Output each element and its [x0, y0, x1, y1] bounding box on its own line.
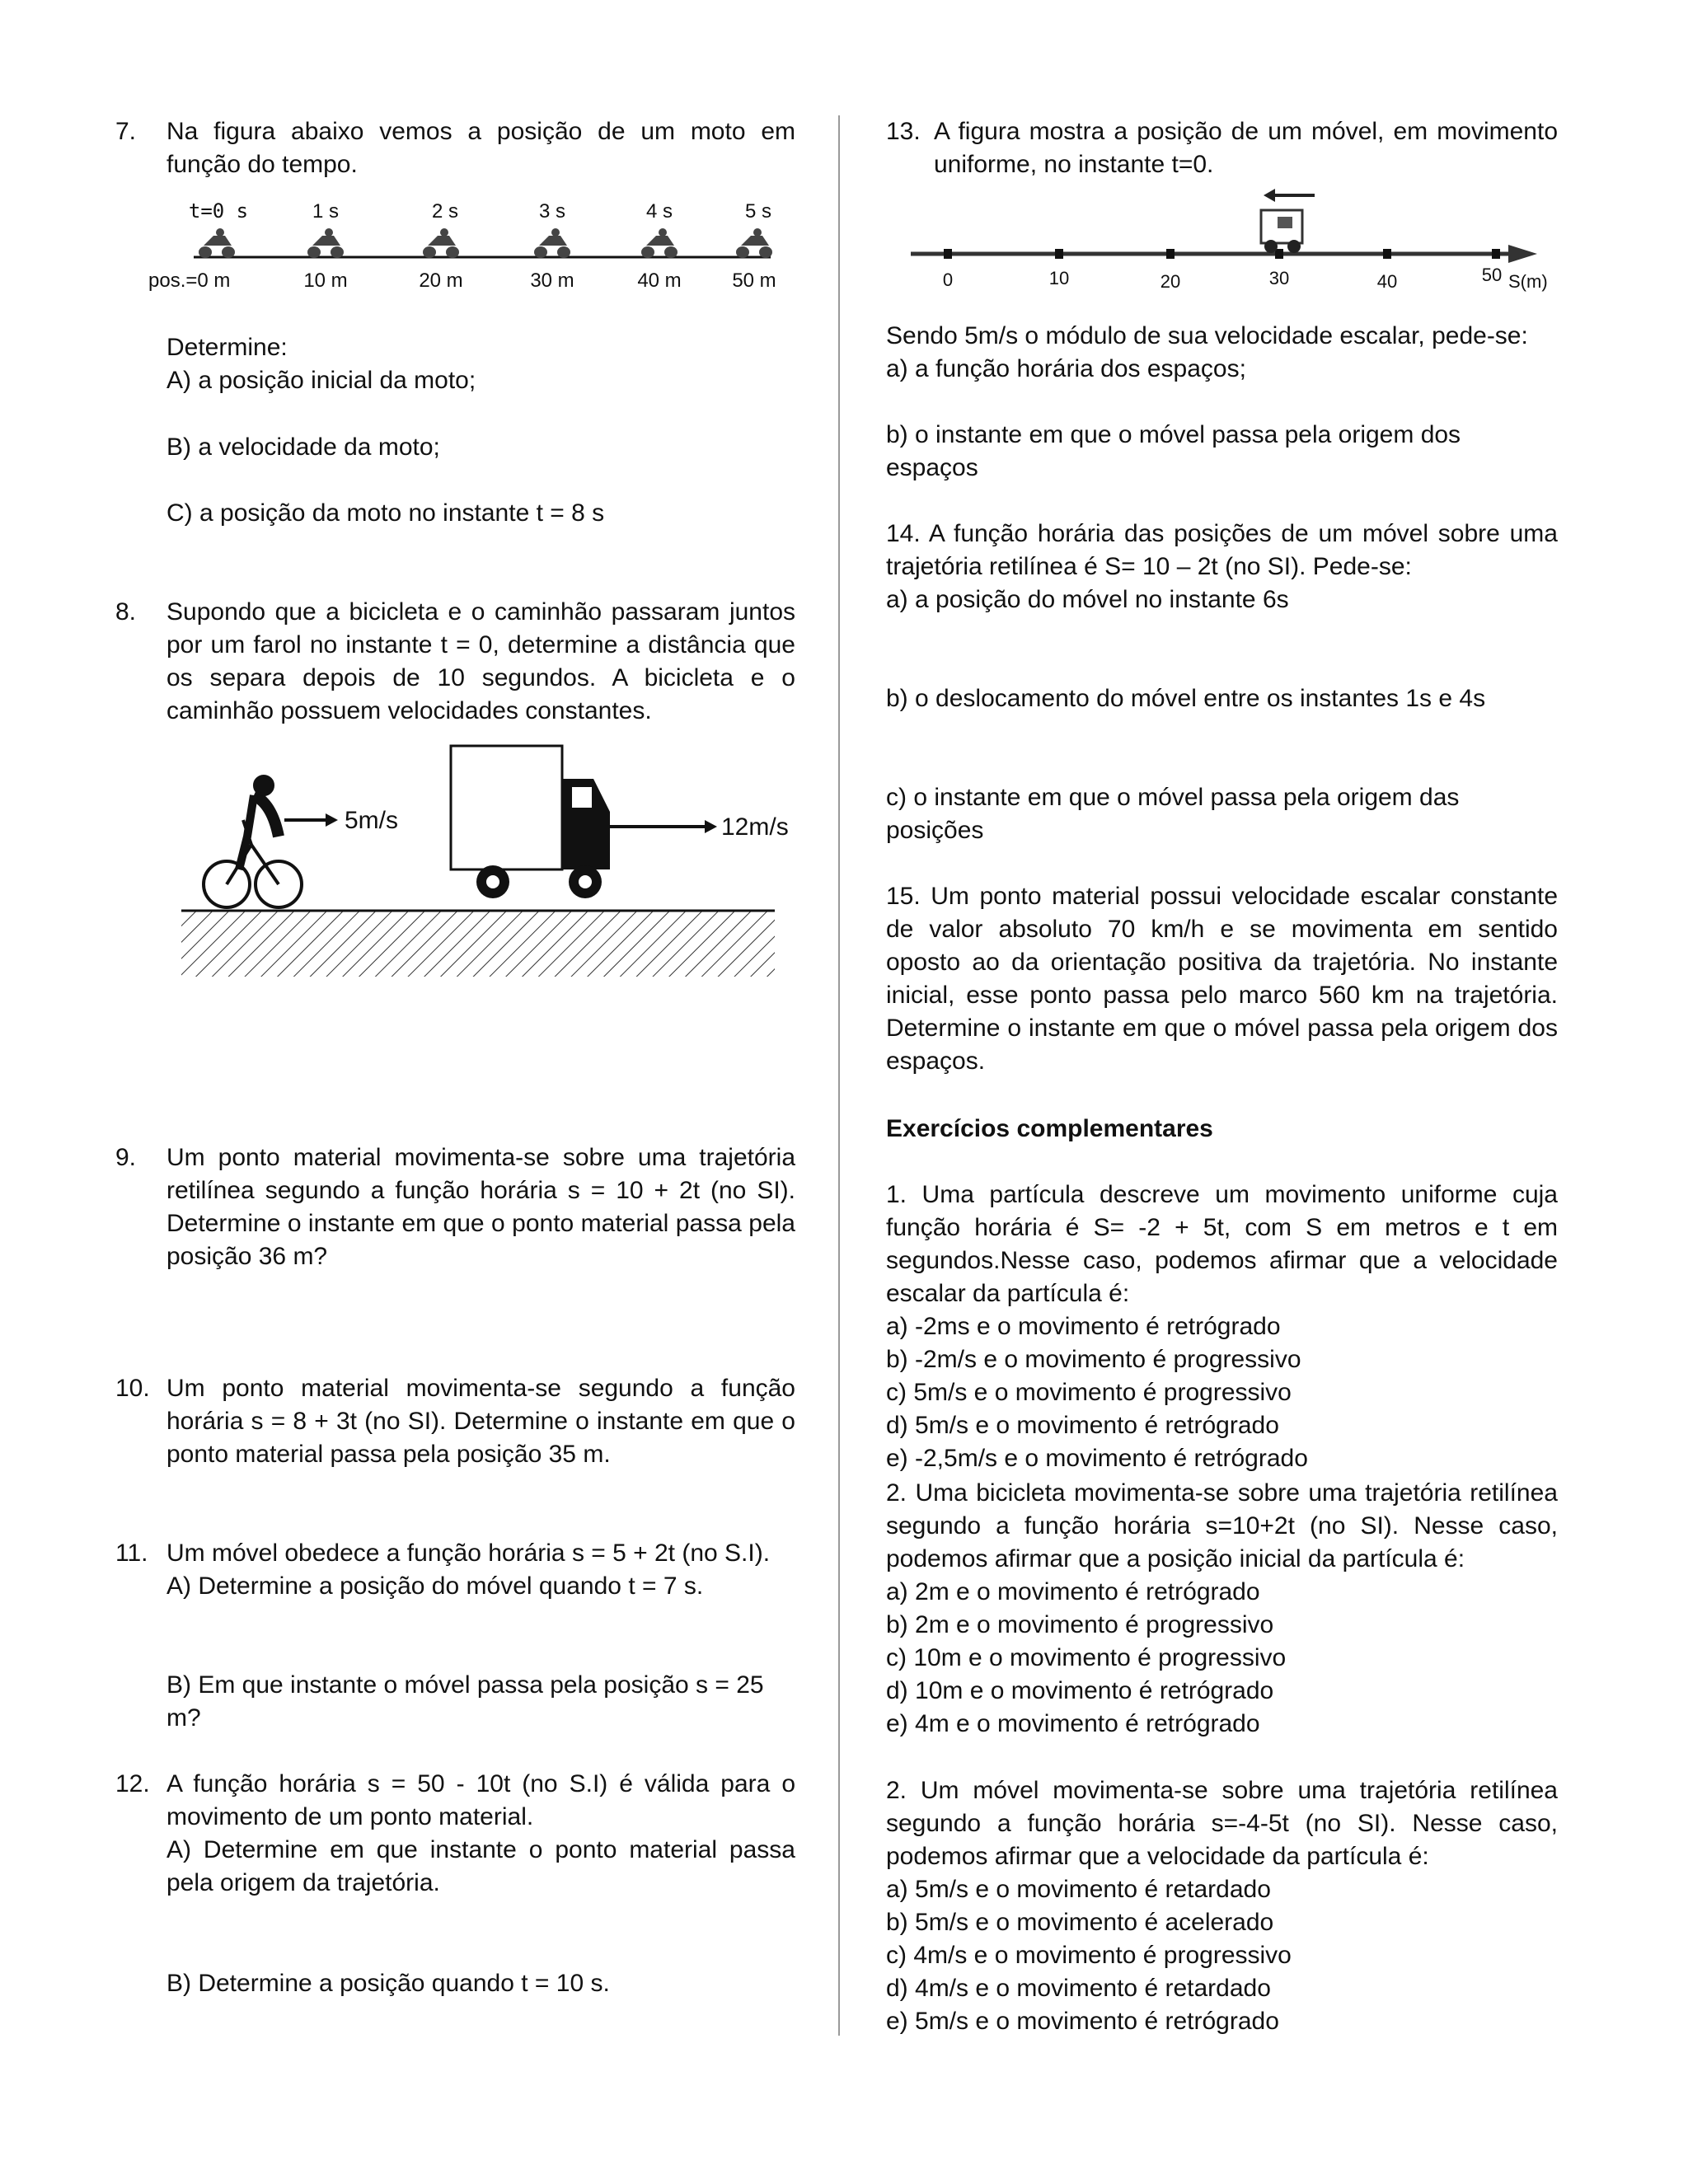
determine-label: Determine:	[166, 334, 288, 361]
question-11-item-a: A) Determine a posição do móvel quando t = 7 s.	[166, 1572, 704, 1600]
tick-label: 20	[1160, 271, 1181, 292]
question-8	[115, 596, 795, 728]
motorcycles	[199, 228, 772, 258]
question-text: Um ponto material movimenta-se sobre uma trajetória retilínea segundo a função horária s = 10 + 2t (no SI). Determine o instante em que o ponto material passa pela posição 36 m?	[166, 1144, 795, 1270]
position-label: pos.=0 m	[148, 269, 231, 292]
question-14-text: 14. A função horária das posições de um móvel sobre uma trajetória retilínea é S= 10 – 2t (no SI). Pede-se:	[886, 520, 1558, 580]
motorcycle-icon	[199, 228, 235, 258]
time-label: t=0 s	[188, 199, 249, 223]
motorcycle-icon	[423, 228, 459, 258]
cyclist-icon	[204, 776, 302, 907]
time-label: 5 s	[744, 200, 772, 223]
option: a) 2m e o movimento é retrógrado	[886, 1578, 1260, 1605]
question-13-item-a: a) a função horária dos espaços;	[886, 355, 1246, 382]
option: e) 5m/s e o movimento é retrógrado	[886, 2008, 1279, 2035]
time-label: 2 s	[431, 200, 459, 223]
exercise-text: 2. Uma bicicleta movimenta-se sobre uma trajetória retilínea segundo a função horária s=10+2t (no SI). Nesse caso, podemos afirmar que a posição inicial da partícula é:	[886, 1479, 1558, 1572]
question-11-item-b: B) Em que instante o móvel passa pela posição s = 25 m?	[166, 1671, 764, 1732]
direction-arrow-icon	[1264, 189, 1315, 202]
question-number: 8.	[115, 598, 137, 626]
truck-arrow-head	[705, 820, 717, 833]
position-labels	[148, 269, 776, 292]
option: a) -2ms e o movimento é retrógrado	[886, 1313, 1281, 1340]
question-number: 7.	[115, 118, 137, 145]
question-14-item-c: c) o instante em que o móvel passa pela origem das posições	[886, 784, 1460, 844]
motorcycle-icon	[641, 228, 678, 258]
position-label: 50 m	[732, 269, 776, 292]
tick-label: 30	[1268, 268, 1290, 288]
time-label: 3 s	[538, 200, 566, 223]
question-15-text: 15. Um ponto material possui velocidade escalar constante de valor absoluto 70 km/h e se movimenta em sentido oposto ao da orientação positiva da trajetória. No instante inicial, esse ponto passa pelo marco 560 km na trajetória. Determine o instante em que o móvel passa pela origem dos espaços.	[886, 883, 1558, 1075]
question-text: Um móvel obedece a função horária s = 5 + 2t (no S.I).	[166, 1540, 771, 1567]
time-label: 4 s	[645, 200, 673, 223]
axis-tick-labels	[943, 265, 1548, 292]
position-label: 30 m	[530, 269, 574, 292]
time-label: 1 s	[312, 200, 340, 223]
column-divider	[838, 115, 840, 2036]
option: a) 5m/s e o movimento é retardado	[886, 1876, 1271, 1903]
question-13-item-b: b) o instante em que o móvel passa pela origem dos espaços	[886, 421, 1461, 481]
option: b) 5m/s e o movimento é acelerado	[886, 1909, 1274, 1936]
question-text: Um ponto material movimenta-se segundo a função horária s = 8 + 3t (no SI). Determine o instante em que o ponto material passa pela posição 35 m.	[166, 1375, 795, 1468]
option: d) 10m e o movimento é retrógrado	[886, 1677, 1274, 1704]
question-14-item-b: b) o deslocamento do móvel entre os instantes 1s e 4s	[886, 685, 1486, 712]
exercise-1	[886, 1179, 1558, 1475]
option: c) 4m/s e o movimento é progressivo	[886, 1942, 1292, 1969]
exercise-text: 1. Uma partícula descreve um movimento uniforme cuja função horária é S= -2 + 5t, com S em metros e t em segundos.Nesse caso, podemos afirmar que a velocidade escalar da partícula é:	[886, 1181, 1558, 1307]
tick-label: 40	[1376, 271, 1398, 292]
position-label: 10 m	[303, 269, 348, 292]
motorcycle-icon	[534, 228, 570, 258]
question-text: Supondo que a bicicleta e o caminhão passaram juntos por um farol no instante t = 0, determine a distância que os separa depois de 10 segundos. A bicicleta e o caminhão possuem velocidades constantes.	[166, 598, 795, 724]
question-number: 10.	[115, 1375, 150, 1402]
option: c) 10m e o movimento é progressivo	[886, 1644, 1287, 1671]
question-9	[115, 1141, 795, 1273]
question-13-given: Sendo 5m/s o módulo de sua velocidade escalar, pede-se:	[886, 322, 1528, 349]
vehicle-icon	[1261, 210, 1302, 253]
question-14-item-a: a) a posição do móvel no instante 6s	[886, 586, 1289, 613]
section-heading: Exercícios complementares	[886, 1115, 1213, 1142]
question-7	[115, 115, 795, 181]
option: d) 4m/s e o movimento é retardado	[886, 1975, 1271, 2002]
truck-icon	[451, 746, 610, 898]
tick-label: 10	[1048, 268, 1070, 288]
question-12-item-a: A) Determine em que instante o ponto material passa pela origem da trajetória.	[166, 1836, 795, 1896]
bike-speed-label: 5m/s	[345, 807, 399, 834]
question-number: 12.	[115, 1770, 150, 1797]
motorcycle-icon	[736, 228, 772, 258]
time-labels	[189, 199, 771, 223]
option: d) 5m/s e o movimento é retrógrado	[886, 1412, 1279, 1439]
bike-arrow-head	[326, 813, 338, 827]
option: b) -2m/s e o movimento é progressivo	[886, 1346, 1301, 1373]
question-12-item-b: B) Determine a posição quando t = 10 s.	[166, 1970, 610, 1997]
question-7-item-b: B) a velocidade da moto;	[166, 434, 440, 461]
axis-label: S(m)	[1508, 271, 1548, 292]
question-text: A função horária s = 50 - 10t (no S.I) é válida para o movimento de um ponto material.	[166, 1770, 795, 1830]
question-text: A figura mostra a posição de um móvel, em movimento uniforme, no instante t=0.	[934, 118, 1558, 178]
question-7-item-c: C) a posição da moto no instante t = 8 s	[166, 499, 605, 527]
question-11	[115, 1537, 795, 1603]
question-number: 9.	[115, 1144, 137, 1171]
truck-speed-label: 12m/s	[721, 813, 789, 841]
question-12	[115, 1768, 795, 1900]
question-number: 13.	[886, 118, 921, 145]
question-10	[115, 1372, 795, 1471]
question-text: Na figura abaixo vemos a posição de um moto em função do tempo.	[166, 118, 795, 178]
ground-hatch	[181, 911, 775, 977]
position-axis-figure	[911, 185, 1558, 293]
tick-label: 50	[1481, 265, 1503, 285]
position-label: 40 m	[637, 269, 682, 292]
motorcycle-icon	[307, 228, 344, 258]
option: c) 5m/s e o movimento é progressivo	[886, 1379, 1292, 1406]
exercise-2	[886, 1477, 1558, 1741]
exercise-text: 2. Um móvel movimenta-se sobre uma trajetória retilínea segundo a função horária s=-4-5t (no SI). Nesse caso, podemos afirmar que a velocidade da partícula é:	[886, 1777, 1558, 1870]
exercise-3	[886, 1774, 1558, 2038]
question-13	[886, 115, 1558, 181]
option: b) 2m e o movimento é progressivo	[886, 1611, 1274, 1638]
position-label: 20 m	[419, 269, 463, 292]
question-7-item-a: A) a posição inicial da moto;	[166, 367, 476, 394]
bike-truck-figure	[181, 746, 789, 985]
axis-arrow-head	[1508, 245, 1537, 263]
option: e) -2,5m/s e o movimento é retrógrado	[886, 1445, 1308, 1472]
option: e) 4m e o movimento é retrógrado	[886, 1710, 1260, 1737]
question-number: 11.	[115, 1540, 148, 1567]
tick-label: 0	[942, 269, 954, 290]
motorcycle-position-figure	[144, 198, 776, 293]
